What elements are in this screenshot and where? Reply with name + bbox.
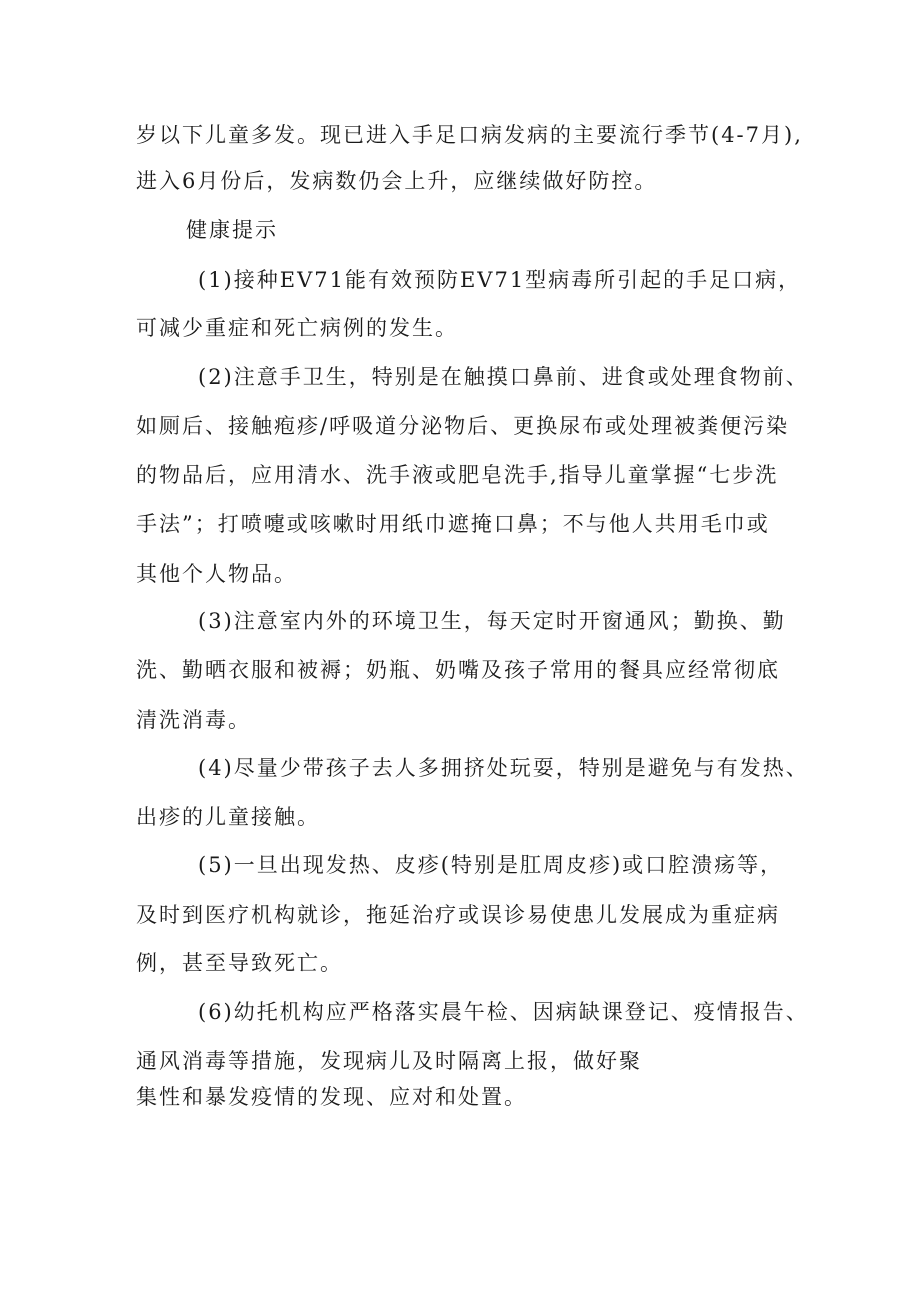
text-line: 清洗消毒。 — [136, 708, 251, 732]
text-line: (2)注意手卫生，特别是在触摸口鼻前、进食或处理食物前、 — [198, 365, 809, 389]
text-line: 出疹的儿童接触。 — [136, 805, 320, 829]
text-line: 可减少重症和死亡病例的发生。 — [136, 316, 458, 340]
text-line: 的物品后，应用清水、洗手液或肥皂洗手,指导儿童掌握“七步洗 — [136, 463, 779, 487]
text-line: 如厕后、接触疱疹/呼吸道分泌物后、更换尿布或处理被粪便污染 — [136, 414, 790, 438]
text-line: 进入6月份后，发病数仍会上升，应继续做好防控。 — [136, 169, 658, 193]
text-line: 岁以下儿童多发。现已进入手足口病发病的主要流行季节(4-7月), — [136, 123, 803, 147]
text-line: (3)注意室内外的环境卫生，每天定时开窗通风；勤换、勤 — [198, 609, 786, 633]
text-line: 集性和暴发疫情的发现、应对和处置。 — [136, 1085, 527, 1109]
text-line: 通风消毒等措施，发现病儿及时隔离上报，做好聚 — [136, 1049, 642, 1073]
text-line: 洗、勤晒衣服和被褥；奶瓶、奶嘴及孩子常用的餐具应经常彻底 — [136, 658, 780, 682]
text-line: 及时到医疗机构就诊，拖延治疗或误诊易使患儿发展成为重症病 — [136, 903, 780, 927]
text-line: (1)接种EV71能有效预防EV71型病毒所引起的手足口病， — [198, 268, 802, 292]
text-line: (5)一旦出现发热、皮疹(特别是肛周皮疹)或口腔溃疡等， — [198, 853, 784, 877]
text-line: (4)尽量少带孩子去人多拥挤处玩耍，特别是避免与有发热、 — [198, 756, 809, 780]
text-line: 其他个人物品。 — [136, 562, 297, 586]
text-line: (6)幼托机构应严格落实晨午检、因病缺课登记、疫情报告、 — [198, 1000, 809, 1024]
text-line: 例，甚至导致死亡。 — [136, 951, 343, 975]
section-heading: 健康提示 — [186, 218, 278, 242]
text-line: 手法”；打喷嚏或咳嗽时用纸巾遮掩口鼻；不与他人共用毛巾或 — [136, 512, 770, 536]
